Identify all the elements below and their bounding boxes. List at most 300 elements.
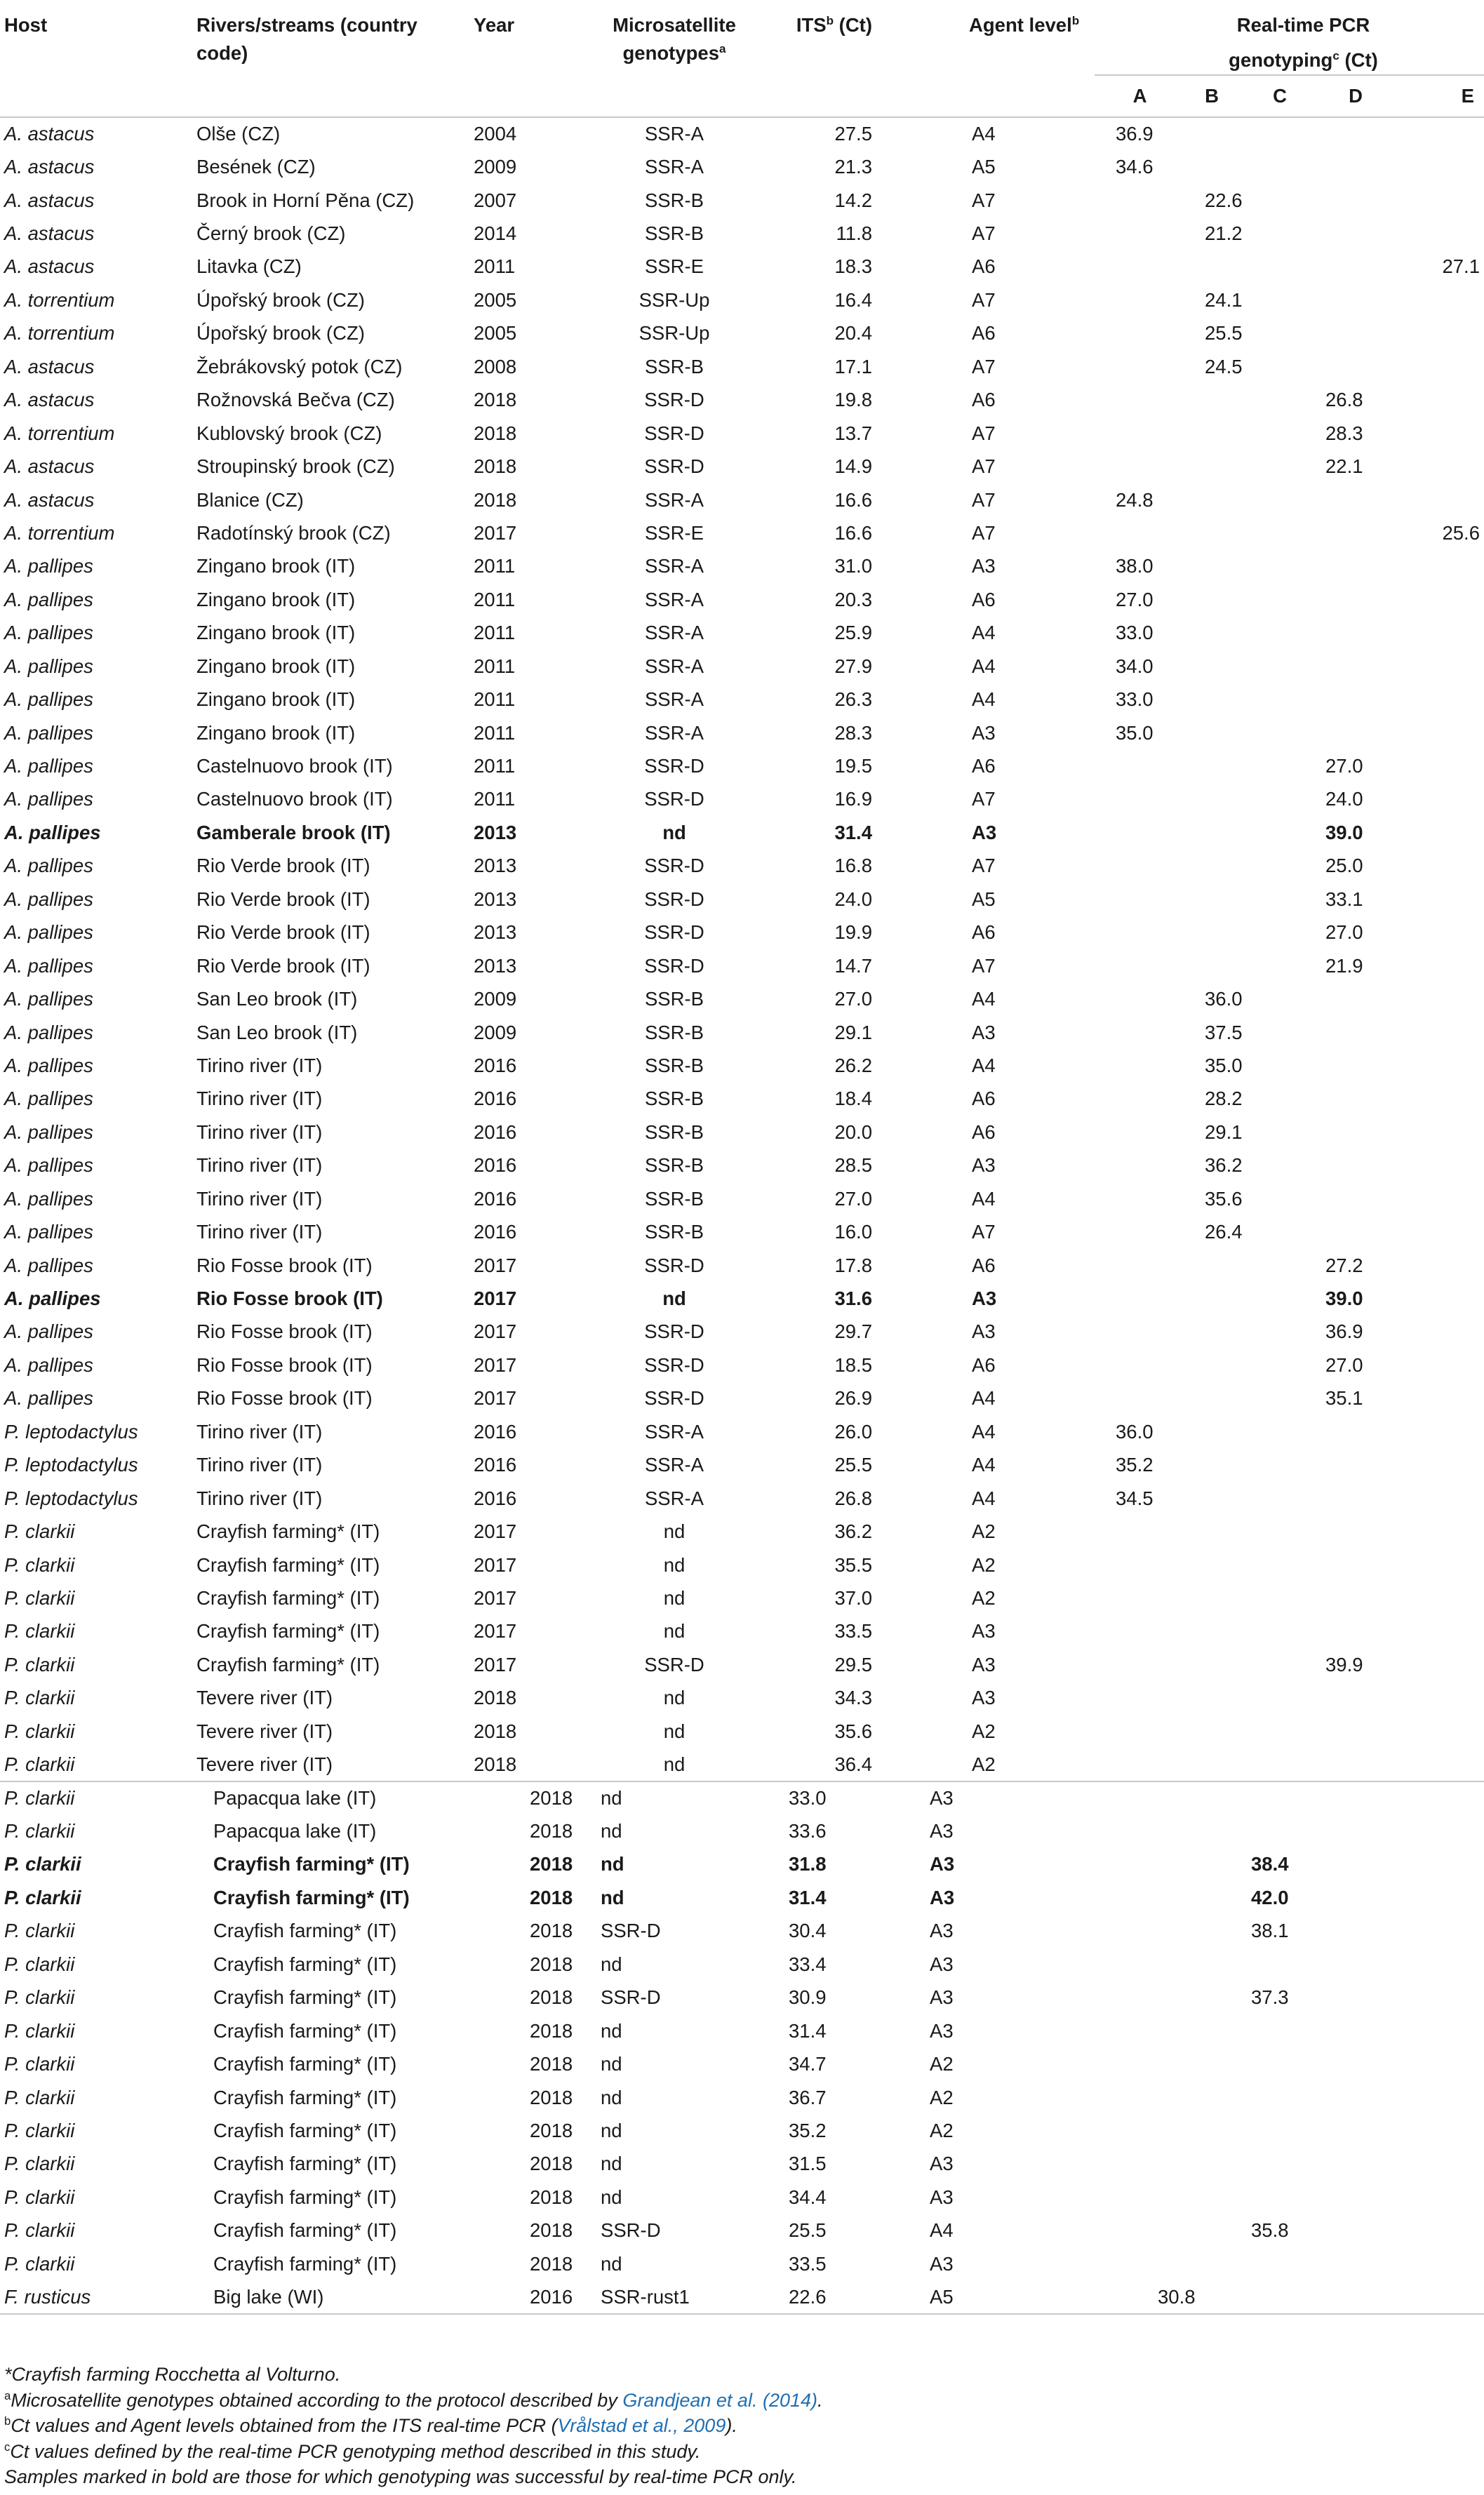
cell-host: A. pallipes xyxy=(4,1187,93,1210)
cell-agent-level: A3 xyxy=(972,721,996,744)
cell-genotype-b xyxy=(1095,1881,1245,1914)
cell-empty xyxy=(1314,1881,1484,1914)
cell-host: A. pallipes xyxy=(4,588,93,610)
cell-genotype-a: 38.0 xyxy=(1116,555,1154,577)
cell-host: P. clarkii xyxy=(4,2086,75,2108)
cell-genotype-a xyxy=(1095,450,1178,483)
cell-its: 31.5 xyxy=(789,2153,827,2175)
cell-agent-level: A4 xyxy=(972,1387,996,1410)
cell-river: Crayfish farming* (IT) xyxy=(213,1853,410,1875)
cell-microsatellite: nd xyxy=(601,2252,622,2275)
cell-genotype-a xyxy=(1095,1215,1178,1248)
table-row xyxy=(0,2214,1484,2247)
cell-microsatellite: nd xyxy=(663,1720,686,1742)
cell-year: 2018 xyxy=(530,2019,573,2042)
cell-agent-level: A4 xyxy=(972,1420,996,1443)
cell-genotype-a xyxy=(1095,350,1178,383)
table-row xyxy=(0,1149,1484,1182)
cell-host: P. clarkii xyxy=(4,1853,81,1875)
cell-genotype-e xyxy=(1397,816,1484,849)
table-row xyxy=(0,1116,1484,1149)
cell-host: A. astacus xyxy=(4,389,95,411)
cell-genotype-a xyxy=(1095,1382,1178,1415)
cell-microsatellite: SSR-D xyxy=(644,1387,704,1410)
table-row xyxy=(0,2114,1484,2147)
cell-river: Tirino river (IT) xyxy=(196,1454,323,1476)
cell-microsatellite: nd xyxy=(663,1687,686,1709)
cell-agent-level: A7 xyxy=(972,1221,996,1243)
cell-genotype-a: 34.6 xyxy=(1116,156,1154,178)
cell-year: 2018 xyxy=(474,389,517,411)
reference-link-grandjean[interactable]: Grandjean et al. (2014) xyxy=(622,2389,818,2411)
cell-river: Litavka (CZ) xyxy=(196,255,302,278)
cell-river: Crayfish farming* (IT) xyxy=(196,1586,380,1609)
cell-agent-level: A3 xyxy=(972,1653,996,1675)
cell-microsatellite: SSR-B xyxy=(644,1021,704,1043)
cell-river: Žebrákovský potok (CZ) xyxy=(196,355,403,377)
cell-year: 2018 xyxy=(530,1820,573,1842)
cell-agent-level: A3 xyxy=(972,1320,996,1343)
cell-empty xyxy=(1314,2214,1484,2247)
cell-its: 36.4 xyxy=(834,1753,872,1775)
cell-year: 2017 xyxy=(474,1620,517,1643)
cell-genotype-d xyxy=(1314,1215,1397,1248)
cell-its: 19.8 xyxy=(834,389,872,411)
cell-genotype-c xyxy=(1245,1116,1314,1149)
cell-host: A. pallipes xyxy=(4,1221,93,1243)
cell-its: 11.8 xyxy=(836,222,872,245)
cell-genotype-d xyxy=(1245,2014,1314,2047)
cell-genotype-b xyxy=(1095,2247,1245,2280)
cell-genotype-d xyxy=(1245,2148,1314,2181)
cell-genotype-d xyxy=(1314,117,1397,150)
cell-microsatellite: SSR-A xyxy=(644,1420,704,1443)
cell-river: Stroupinský brook (CZ) xyxy=(196,455,395,478)
cell-river: Crayfish farming* (IT) xyxy=(196,1653,380,1675)
cell-year: 2014 xyxy=(474,222,517,245)
cell-host: A. astacus xyxy=(4,255,95,278)
cell-year: 2009 xyxy=(474,156,517,178)
cell-genotype-d xyxy=(1314,516,1397,549)
cell-microsatellite: SSR-B xyxy=(644,1187,704,1210)
cell-genotype-b xyxy=(1178,1316,1245,1349)
cell-river: San Leo brook (IT) xyxy=(196,988,358,1010)
cell-genotype-c xyxy=(1245,1049,1314,1082)
cell-genotype-d xyxy=(1314,1615,1397,1648)
cell-year: 2009 xyxy=(474,988,517,1010)
cell-genotype-a: 35.2 xyxy=(1116,1454,1154,1476)
cell-agent-level: A3 xyxy=(972,821,997,843)
cell-genotype-d xyxy=(1314,982,1397,1015)
cell-genotype-b xyxy=(1178,1615,1245,1648)
cell-host: A. pallipes xyxy=(4,821,101,843)
cell-year: 2016 xyxy=(474,1088,517,1110)
cell-microsatellite: nd xyxy=(601,2119,622,2141)
col-year-header: Year xyxy=(474,14,515,36)
cell-host: A. astacus xyxy=(4,156,95,178)
cell-genotype-c xyxy=(1245,650,1314,683)
cell-its: 16.6 xyxy=(834,521,872,544)
cell-its: 27.0 xyxy=(834,1187,872,1210)
cell-genotype-e xyxy=(1397,1449,1484,1482)
cell-agent-level: A7 xyxy=(972,288,996,311)
sub-header-e: E xyxy=(1397,75,1484,117)
table-row xyxy=(0,217,1484,250)
cell-agent-level: A3 xyxy=(930,1886,955,1908)
cell-genotype-b xyxy=(1095,2114,1245,2147)
cell-genotype-c xyxy=(1245,916,1314,949)
cell-genotype-d xyxy=(1314,1581,1397,1614)
cell-genotype-a xyxy=(1095,1182,1178,1215)
table-row xyxy=(0,1316,1484,1349)
cell-agent-level: A2 xyxy=(972,1553,996,1576)
cell-host: A. torrentium xyxy=(4,521,115,544)
cell-genotype-d: 42.0 xyxy=(1251,1886,1289,1908)
cell-river: Zingano brook (IT) xyxy=(196,622,356,644)
cell-river: Besének (CZ) xyxy=(196,156,316,178)
cell-year: 2011 xyxy=(474,555,516,577)
table-row xyxy=(0,850,1484,883)
cell-agent-level: A2 xyxy=(972,1586,996,1609)
table-row xyxy=(0,2181,1484,2214)
cell-genotype-a xyxy=(1095,749,1178,782)
cell-genotype-e xyxy=(1397,1382,1484,1415)
cell-agent-level: A3 xyxy=(930,1920,954,1942)
cell-river: Rio Verde brook (IT) xyxy=(196,921,370,944)
cell-microsatellite: SSR-A xyxy=(644,688,704,711)
cell-year: 2011 xyxy=(474,622,516,644)
cell-genotype-d xyxy=(1314,1449,1397,1482)
cell-microsatellite: SSR-B xyxy=(644,1088,704,1110)
cell-genotype-e xyxy=(1397,716,1484,749)
cell-microsatellite: nd xyxy=(580,1781,769,1814)
cell-host: P. clarkii xyxy=(4,2252,75,2275)
table-row xyxy=(0,883,1484,916)
table-row xyxy=(0,1981,1484,2014)
cell-microsatellite: SSR-Up xyxy=(639,322,710,345)
cell-its: 16.9 xyxy=(834,788,872,810)
cell-its: 17.1 xyxy=(834,355,872,377)
cell-genotype-c xyxy=(1245,1415,1314,1448)
cell-genotype-b xyxy=(1178,783,1245,816)
cell-genotype-c xyxy=(1245,1449,1314,1482)
cell-agent-level: A6 xyxy=(972,1088,996,1110)
cell-genotype-e xyxy=(1397,1682,1484,1715)
cell-year: 2004 xyxy=(474,123,517,145)
cell-empty xyxy=(1314,2280,1484,2313)
cell-host: P. clarkii xyxy=(4,2053,75,2075)
cell-microsatellite: SSR-B xyxy=(644,1154,704,1177)
cell-river: Tirino river (IT) xyxy=(196,1487,323,1509)
cell-genotype-a xyxy=(1095,1149,1178,1182)
cell-host: A. pallipes xyxy=(4,555,93,577)
cell-genotype-a: 24.8 xyxy=(1116,488,1154,511)
cell-genotype-c xyxy=(1245,617,1314,650)
cell-host: A. pallipes xyxy=(4,855,93,877)
table-row xyxy=(0,1648,1484,1681)
cell-year: 2016 xyxy=(474,1121,517,1143)
sub-header-d: D xyxy=(1314,75,1397,117)
sub-header-b: B xyxy=(1178,75,1245,117)
table-row xyxy=(0,2148,1484,2181)
cell-host: A. pallipes xyxy=(4,1021,93,1043)
cell-genotype-c xyxy=(1245,1648,1314,1681)
cell-microsatellite: SSR-A xyxy=(644,655,704,677)
cell-agent-level: A2 xyxy=(930,2119,954,2141)
cell-genotype-e xyxy=(1397,1049,1484,1082)
table-row xyxy=(0,2280,1484,2313)
cell-genotype-b: 25.5 xyxy=(1205,322,1243,345)
cell-genotype-d: 21.9 xyxy=(1325,954,1363,977)
cell-genotype-c xyxy=(1245,883,1314,916)
cell-genotype-d xyxy=(1314,217,1397,250)
cell-host: A. astacus xyxy=(4,488,95,511)
cell-empty xyxy=(1314,2114,1484,2147)
cell-microsatellite: nd xyxy=(601,1886,624,1908)
cell-its: 33.0 xyxy=(769,1781,923,1814)
cell-genotype-d: 38.1 xyxy=(1251,1920,1289,1942)
cell-microsatellite: SSR-B xyxy=(644,189,704,211)
cell-genotype-e xyxy=(1397,1282,1484,1315)
cell-host: A. pallipes xyxy=(4,1254,93,1276)
table-row xyxy=(0,483,1484,516)
cell-genotype-e xyxy=(1397,850,1484,883)
cell-host: A. astacus xyxy=(4,222,95,245)
cell-year: 2018 xyxy=(474,1687,517,1709)
cell-its: 16.6 xyxy=(834,488,872,511)
cell-genotype-e xyxy=(1397,483,1484,516)
cell-genotype-d xyxy=(1314,583,1397,616)
table-row xyxy=(0,1249,1484,1282)
cell-genotype-b xyxy=(1178,617,1245,650)
cell-year: 2017 xyxy=(474,1586,517,1609)
cell-agent-level: A5 xyxy=(972,888,996,910)
cell-genotype-a: 36.9 xyxy=(1116,123,1154,145)
cell-genotype-a xyxy=(1095,916,1178,949)
cell-genotype-b: 28.2 xyxy=(1205,1088,1243,1110)
cell-genotype-a: 33.0 xyxy=(1116,622,1154,644)
cell-river: Tirino river (IT) xyxy=(196,1054,323,1076)
table-body xyxy=(0,117,1484,2314)
col-rtpcr-header: Real-time PCR genotyping$^c$ (Ct) xyxy=(1229,14,1378,71)
cell-genotype-d: 35.8 xyxy=(1251,2219,1289,2242)
cell-agent-level: A4 xyxy=(972,123,996,145)
cell-year: 2017 xyxy=(474,1653,517,1675)
cell-genotype-b xyxy=(1095,1915,1245,1948)
table-header xyxy=(0,0,1484,117)
cell-genotype-b: 35.6 xyxy=(1205,1187,1243,1210)
cell-genotype-d: 39.0 xyxy=(1325,1287,1363,1310)
cell-genotype-b: 35.0 xyxy=(1205,1054,1243,1076)
cell-river: Rio Fosse brook (IT) xyxy=(196,1320,373,1343)
cell-its: 35.2 xyxy=(789,2119,827,2141)
cell-year: 2018 xyxy=(467,1781,580,1814)
cell-genotype-e xyxy=(1397,650,1484,683)
footnote-star: *Crayfish farming Rocchetta al Volturno. xyxy=(4,2364,341,2385)
cell-microsatellite: SSR-B xyxy=(644,1221,704,1243)
cell-genotype-d: 39.0 xyxy=(1325,821,1363,843)
cell-genotype-d xyxy=(1245,2114,1314,2147)
cell-genotype-c xyxy=(1245,1083,1314,1116)
table-row xyxy=(0,2047,1484,2080)
cell-year: 2018 xyxy=(530,2086,573,2108)
cell-genotype-b xyxy=(1178,1449,1245,1482)
cell-genotype-d xyxy=(1245,2081,1314,2114)
cell-genotype-e xyxy=(1397,583,1484,616)
cell-microsatellite: SSR-A xyxy=(644,721,704,744)
cell-genotype-b xyxy=(1178,650,1245,683)
cell-genotype-b xyxy=(1178,1715,1245,1748)
cell-microsatellite: nd xyxy=(601,2186,622,2208)
cell-genotype-d xyxy=(1245,2247,1314,2280)
cell-genotype-e xyxy=(1397,749,1484,782)
cell-agent-level: A2 xyxy=(930,2086,954,2108)
cell-its: 26.8 xyxy=(834,1487,872,1509)
cell-year: 2009 xyxy=(474,1021,517,1043)
cell-agent-level: A4 xyxy=(930,2219,954,2242)
cell-genotype-b xyxy=(1178,749,1245,782)
cell-genotype-c xyxy=(1245,150,1314,183)
cell-genotype-a xyxy=(1095,217,1178,250)
cell-river: Tirino river (IT) xyxy=(196,1154,323,1177)
cell-its: 27.0 xyxy=(834,988,872,1010)
table-row xyxy=(0,283,1484,316)
cell-river: Castelnuovo brook (IT) xyxy=(196,755,393,777)
cell-host: P. clarkii xyxy=(4,1687,75,1709)
cell-genotype-e xyxy=(1397,949,1484,982)
cell-host: P. clarkii xyxy=(4,1620,75,1643)
cell-river: Úpořský brook (CZ) xyxy=(196,288,365,311)
cell-microsatellite: SSR-D xyxy=(644,1254,704,1276)
cell-river: Rio Verde brook (IT) xyxy=(196,888,370,910)
cell-genotype-a xyxy=(1095,982,1178,1015)
cell-genotype-b xyxy=(1178,1548,1245,1581)
cell-river: Crayfish farming* (IT) xyxy=(213,2019,397,2042)
table-row xyxy=(0,2014,1484,2047)
cell-genotype-c xyxy=(1245,716,1314,749)
cell-genotype-c xyxy=(1245,1748,1314,1781)
cell-genotype-d: 26.8 xyxy=(1325,389,1363,411)
cell-river: Tirino river (IT) xyxy=(196,1088,323,1110)
cell-genotype-e xyxy=(1397,550,1484,583)
cell-agent-level: A3 xyxy=(972,555,996,577)
cell-genotype-d xyxy=(1314,317,1397,350)
cell-agent-level: A7 xyxy=(972,355,996,377)
cell-genotype-a xyxy=(1095,384,1178,417)
cell-host: P. clarkii xyxy=(0,1781,181,1814)
cell-empty xyxy=(1314,2047,1484,2080)
cell-year: 2017 xyxy=(474,1553,517,1576)
cell-genotype-a xyxy=(1095,816,1178,849)
cell-river: Zingano brook (IT) xyxy=(196,655,356,677)
cell-its: 24.0 xyxy=(834,888,872,910)
cell-genotype-b xyxy=(1095,2014,1245,2047)
cell-agent-level: A3 xyxy=(972,1620,996,1643)
cell-genotype-a: 27.0 xyxy=(1116,588,1154,610)
cell-year: 2017 xyxy=(474,1520,517,1543)
cell-genotype-c xyxy=(1245,117,1314,150)
cell-agent-level: A7 xyxy=(972,222,996,245)
cell-host: P. clarkii xyxy=(4,2153,75,2175)
cell-host: A. astacus xyxy=(4,123,95,145)
cell-agent-level: A3 xyxy=(930,1853,955,1875)
cell-its: 22.6 xyxy=(769,2280,923,2313)
reference-link-vralstad[interactable]: Vrålstad et al., 2009 xyxy=(557,2415,726,2436)
cell-genotype-b xyxy=(1178,850,1245,883)
cell-its: 31.6 xyxy=(834,1287,872,1310)
cell-its: 37.0 xyxy=(834,1586,872,1609)
cell-host: P. leptodactylus xyxy=(4,1420,138,1443)
cell-genotype-c xyxy=(1245,384,1314,417)
cell-agent-level: A7 xyxy=(972,422,996,444)
cell-empty xyxy=(1314,1781,1484,1814)
cell-river: Tirino river (IT) xyxy=(196,1121,323,1143)
cell-genotype-d xyxy=(1314,184,1397,217)
cell-host: F. rusticus xyxy=(0,2280,181,2313)
cell-host: P. clarkii xyxy=(4,1753,75,1775)
cell-agent-level: A6 xyxy=(972,755,996,777)
table-row xyxy=(0,1615,1484,1648)
cell-river: Crayfish farming* (IT) xyxy=(196,1520,380,1543)
cell-microsatellite: SSR-D xyxy=(644,954,704,977)
cell-host: P. clarkii xyxy=(4,2186,75,2208)
cell-agent-level: A6 xyxy=(972,1254,996,1276)
cell-river: Rio Fosse brook (IT) xyxy=(196,1353,373,1376)
cell-genotype-c xyxy=(1245,1016,1314,1049)
cell-genotype-e xyxy=(1397,350,1484,383)
cell-genotype-e xyxy=(1397,1581,1484,1614)
cell-genotype-c xyxy=(1245,1382,1314,1415)
cell-genotype-b xyxy=(1178,384,1245,417)
cell-agent-level: A3 xyxy=(930,2019,954,2042)
cell-genotype-b xyxy=(1178,1581,1245,1614)
cell-its: 36.7 xyxy=(789,2086,827,2108)
cell-year: 2011 xyxy=(474,255,516,278)
cell-its: 20.0 xyxy=(834,1121,872,1143)
col-river-header: Rivers/streams (country code) xyxy=(196,14,417,64)
table-row xyxy=(0,1415,1484,1448)
cell-year: 2018 xyxy=(530,2186,573,2208)
cell-river: Crayfish farming* (IT) xyxy=(213,2119,397,2141)
cell-river: Crayfish farming* (IT) xyxy=(196,1553,380,1576)
cell-genotype-c xyxy=(1245,1548,1314,1581)
cell-empty xyxy=(1314,1814,1484,1847)
cell-microsatellite: SSR-A xyxy=(644,622,704,644)
cell-year: 2018 xyxy=(530,2053,573,2075)
footnotes xyxy=(4,2362,1478,2490)
cell-genotype-b xyxy=(1178,516,1245,549)
table-row xyxy=(0,1781,1484,1814)
cell-microsatellite: SSR-A xyxy=(644,1454,704,1476)
table-row xyxy=(0,1581,1484,1614)
cell-genotype-d xyxy=(1314,1149,1397,1182)
cell-year: 2018 xyxy=(530,1986,573,2009)
cell-genotype-d xyxy=(1314,1548,1397,1581)
cell-river: Gamberale brook (IT) xyxy=(196,821,391,843)
cell-genotype-d xyxy=(1314,550,1397,583)
cell-river: Crayfish farming* (IT) xyxy=(196,1620,380,1643)
cell-its: 29.1 xyxy=(834,1021,872,1043)
cell-genotype-b xyxy=(1095,1981,1245,2014)
cell-host: A. pallipes xyxy=(4,755,93,777)
cell-genotype-b xyxy=(1178,1748,1245,1781)
cell-genotype-a xyxy=(1095,1615,1178,1648)
cell-host: P. clarkii xyxy=(4,2019,75,2042)
table-row xyxy=(0,1881,1484,1914)
cell-genotype-e xyxy=(1397,1249,1484,1282)
cell-genotype-e xyxy=(1397,1648,1484,1681)
cell-year: 2016 xyxy=(474,1487,517,1509)
